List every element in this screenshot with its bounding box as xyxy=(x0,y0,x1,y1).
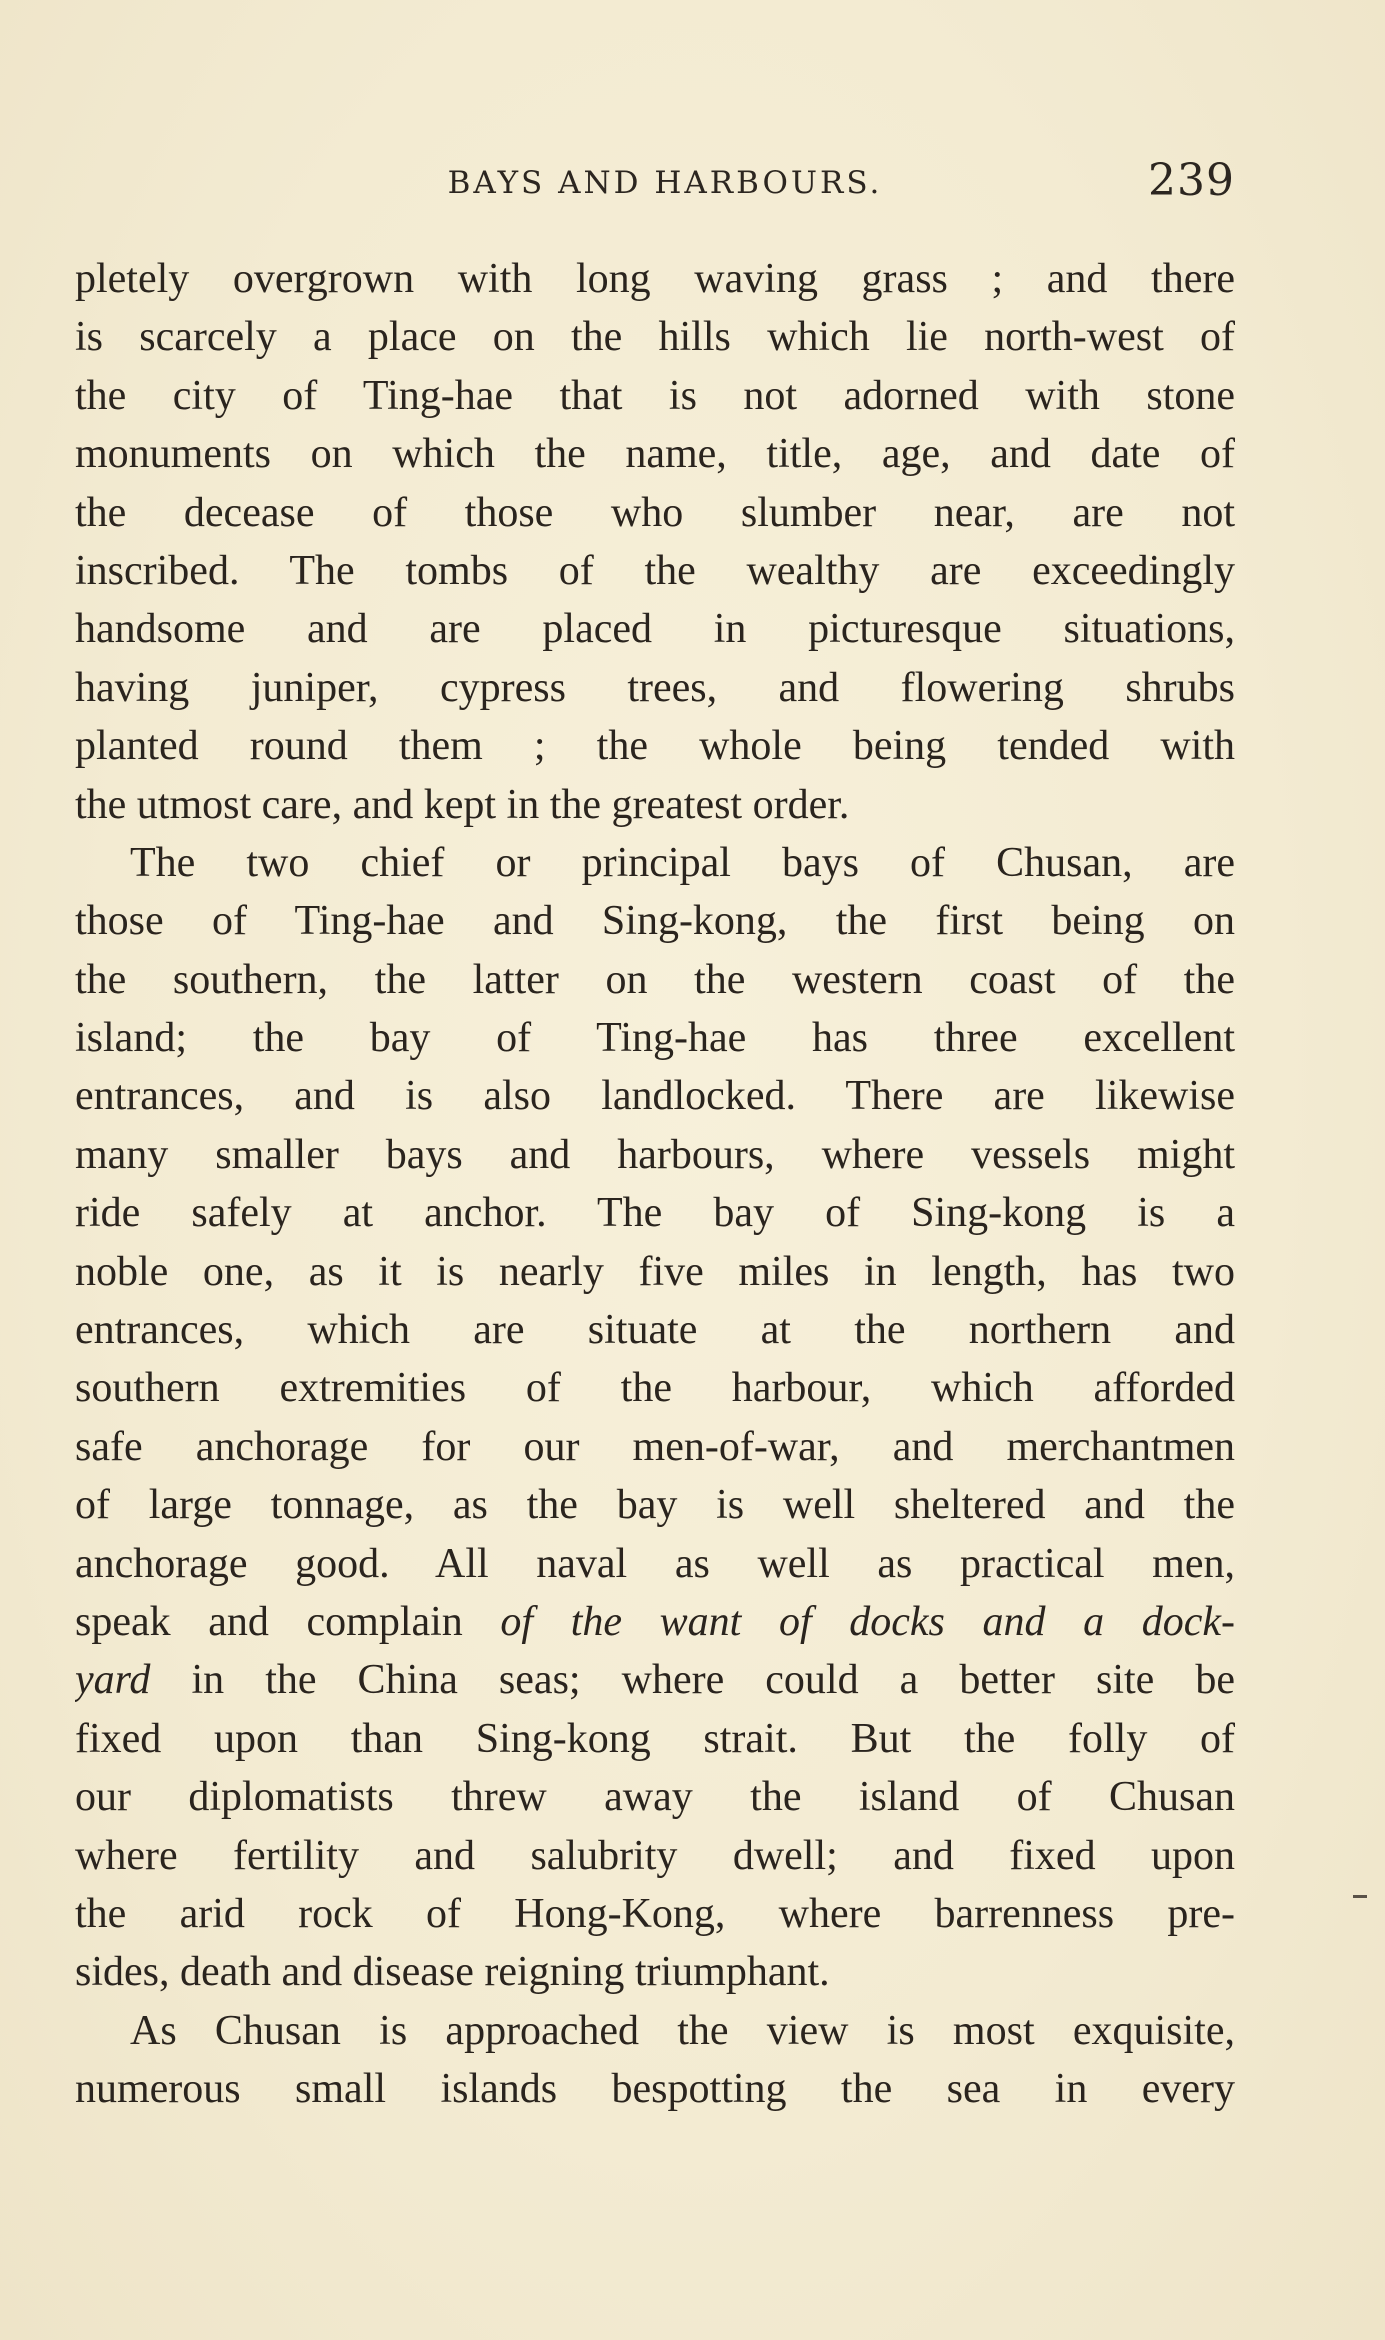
text-line: planted round them ; the whole being tended with xyxy=(75,723,1235,770)
text-line: As Chusan is approached the view is most exquisite, xyxy=(130,2007,1235,2054)
running-title: BAYS AND HARBOURS. xyxy=(447,165,883,201)
running-head xyxy=(75,155,1235,215)
text-line: safe anchorage for our men-of-war, and merchantmen xyxy=(75,1423,1235,1470)
text-segment: speak and complain xyxy=(75,1598,501,1645)
text-line: monuments on which the name, title, age, and date of xyxy=(75,431,1235,478)
text-line xyxy=(75,1651,1235,1709)
text-line: handsome and are placed in picturesque situations, xyxy=(75,606,1235,653)
text-line: the city of Ting-hae that is not adorned with stone xyxy=(75,372,1235,419)
text-line: sides, death and disease reigning triumphant. xyxy=(75,1949,830,1996)
text-line: southern extremities of the harbour, which afforded xyxy=(75,1365,1235,1412)
margin-mark xyxy=(1353,1895,1367,1898)
text-line: pletely overgrown with long waving grass ; and there xyxy=(75,256,1235,302)
text-line: inscribed. The tombs of the wealthy are exceedingly xyxy=(75,547,1235,594)
text-line: noble one, as it is nearly five miles in length, has two xyxy=(75,1248,1235,1295)
body-text xyxy=(75,250,1235,2119)
text-line: our diplomatists threw away the island of Chusan xyxy=(75,1774,1235,1821)
text-line: fixed upon than Sing-kong strait. But the folly of xyxy=(75,1715,1235,1762)
text-line: the arid rock of Hong-Kong, where barrenness pre- xyxy=(75,1890,1235,1937)
text-line: island; the bay of Ting-hae has three excellent xyxy=(75,1015,1235,1062)
text-segment: in the China seas; where could a better site be xyxy=(150,1657,1235,1704)
text-line: The two chief or principal bays of Chusan, are xyxy=(130,839,1235,886)
text-line: of large tonnage, as the bay is well sheltered and the xyxy=(75,1482,1235,1529)
text-line: the decease of those who slumber near, are not xyxy=(75,489,1235,536)
italic-text: yard xyxy=(75,1657,151,1704)
text-line: entrances, which are situate at the northern and xyxy=(75,1307,1235,1354)
text-line: is scarcely a place on the hills which lie north-west of xyxy=(75,314,1235,361)
text-line: anchorage good. All naval as well as practical men, xyxy=(75,1540,1235,1587)
text-line: where fertility and salubrity dwell; and fixed upon xyxy=(75,1832,1235,1879)
text-line: having juniper, cypress trees, and flowering shrubs xyxy=(75,664,1235,711)
text-line: ride safely at anchor. The bay of Sing-kong is a xyxy=(75,1190,1235,1237)
text-line: those of Ting-hae and Sing-kong, the first being on xyxy=(75,898,1235,945)
text-line: many smaller bays and harbours, where vessels might xyxy=(75,1131,1235,1178)
text-line: the utmost care, and kept in the greatest order. xyxy=(75,781,850,828)
text-line: entrances, and is also landlocked. There are likewise xyxy=(75,1073,1235,1120)
italic-text: of the want of docks and a dock- xyxy=(500,1598,1235,1645)
page-number: 239 xyxy=(1148,155,1235,206)
text-line: numerous small islands bespotting the sea in every xyxy=(75,2066,1235,2113)
text-line: the southern, the latter on the western coast of the xyxy=(75,956,1235,1003)
text-line xyxy=(75,1593,1235,1651)
